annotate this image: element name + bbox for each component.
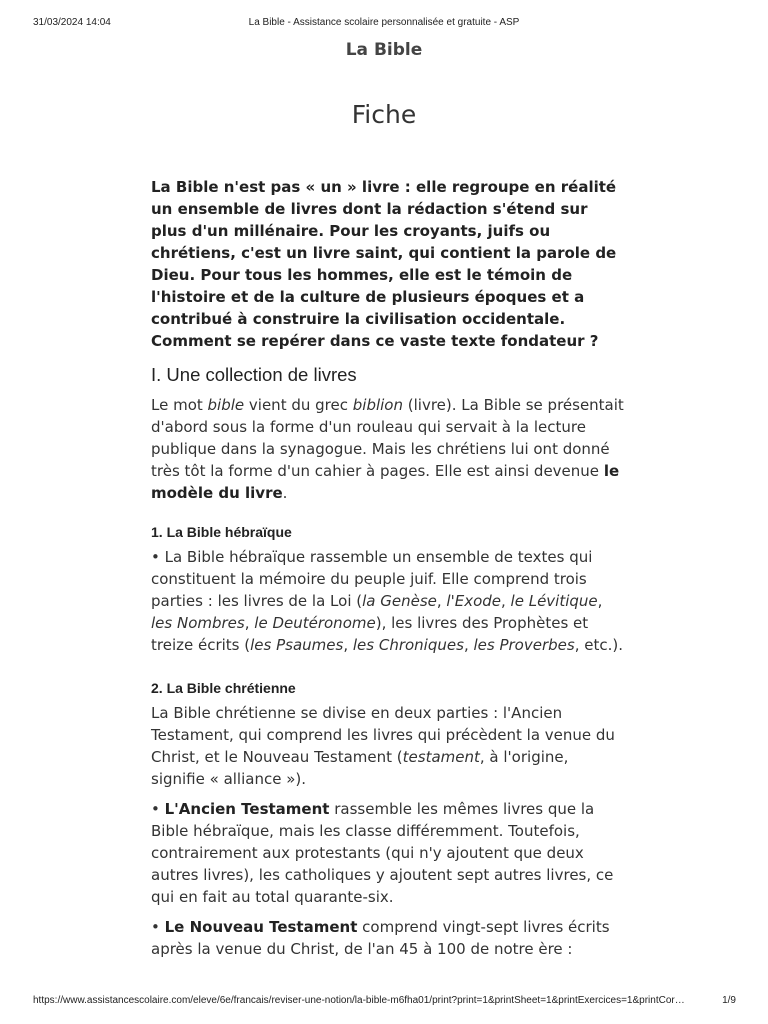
text-span: , (597, 592, 603, 610)
document-title: La Bible (345, 40, 423, 60)
bible-hebraique-paragraph (151, 546, 625, 656)
section-collection-paragraph (151, 394, 625, 504)
text-span: , etc.). (574, 636, 623, 654)
page-number: 1/9 (722, 995, 736, 1006)
subheading-bible-hebraique: 1. La Bible hébraïque (151, 524, 292, 540)
ancien-testament-paragraph (151, 798, 625, 908)
strong-ancien-testament: L'Ancien Testament (164, 800, 330, 818)
text-span: , (343, 636, 353, 654)
subheading-bible-chretienne: 2. La Bible chrétienne (151, 680, 296, 696)
emphasis-book: la Genèse (362, 592, 437, 610)
text-span: Le mot (151, 396, 208, 414)
text-span: ), les livres des Prophètes et treize écrits ( (151, 614, 589, 654)
print-url: https://www.assistancescolaire.com/eleve/6e/francais/reviser-une-notion/la-bible-m6fha01/print?print=1&printSheet=1&printExercices=1&printCor… (33, 995, 685, 1006)
emphasis-book: les Proverbes (473, 636, 575, 654)
emphasis-book: les Chroniques (352, 636, 464, 654)
text-span: (livre). La Bible se présentait d'abord sous la forme d'un rouleau qui servait à la lecture publique dans la synagogue. Mais les chrétiens lui ont donné très tôt la forme d'un cahier à pages. Elle est ainsi devenue (151, 396, 624, 480)
text-span: rassemble les mêmes livres que la Bible hébraïque, mais les classe différemment. Toutefois, contrairement aux protestants (qui n'y ajoutent que deux autres livres), les catholiques y ajoutent sept autres livres, ce qui en fait au total quarante-six. (151, 800, 614, 906)
intro-paragraph: La Bible n'est pas « un » livre : elle regroupe en réalité un ensemble de livres dont la rédaction s'étend sur plus d'un millénaire. Pour les croyants, juifs ou chrétiens, c'est un livre saint, qui contient la parole de Dieu. Pour tous les hommes, elle est le témoin de l'histoire et de la culture de plusieurs époques et a contribué à construire la civilisation occidentale. (151, 178, 617, 328)
print-page-title: La Bible - Assistance scolaire personnalisée et gratuite - ASP (248, 17, 520, 28)
bullet: • (151, 918, 165, 936)
bible-chretienne-paragraph (151, 702, 625, 790)
text-span: La Bible chrétienne se divise en deux parties : l'Ancien Testament, qui comprend les livres qui précèdent la venue du Christ, et le Nouveau Testament ( (151, 704, 615, 766)
strong-modele-du-livre: le modèle du livre (151, 462, 620, 502)
emphasis-bible: bible (207, 396, 245, 414)
emphasis-testament: testament (402, 748, 480, 766)
text-span: , à l'origine, signifie « alliance »). (151, 748, 569, 788)
section-heading-collection: I. Une collection de livres (151, 364, 357, 385)
emphasis-book: les Psaumes (250, 636, 344, 654)
text-span: • La Bible hébraïque rassemble un ensemble de textes qui constituent la mémoire du peuple juif. Elle comprend trois parties : les livres de la Loi ( (151, 548, 593, 610)
text-span: vient du grec (244, 396, 353, 414)
print-footer (0, 995, 768, 1009)
text-span: comprend vingt-sept livres écrits après la venue du Christ, de l'an 45 à 100 de notre ère : (151, 918, 610, 958)
strong-nouveau-testament: Le Nouveau Testament (164, 918, 358, 936)
nouveau-testament-paragraph (151, 916, 625, 960)
document-subtitle: Fiche (351, 100, 417, 129)
text-span: , (244, 614, 255, 632)
emphasis-book: les Nombres (151, 614, 245, 632)
emphasis-book: le Deutéronome (254, 614, 376, 632)
emphasis-biblion: biblion (352, 396, 403, 414)
text-span: , (463, 636, 474, 654)
text-span: , (436, 592, 447, 610)
text-span: . (282, 484, 288, 502)
text-span: , (501, 592, 511, 610)
emphasis-book: le Lévitique (510, 592, 598, 610)
print-date: 31/03/2024 14:04 (33, 17, 111, 28)
print-header (0, 17, 768, 31)
intro-question: Comment se repérer dans ce vaste texte fondateur ? (151, 332, 599, 350)
emphasis-book: l'Exode (446, 592, 501, 610)
bullet: • (151, 800, 165, 818)
article-content (151, 176, 625, 960)
